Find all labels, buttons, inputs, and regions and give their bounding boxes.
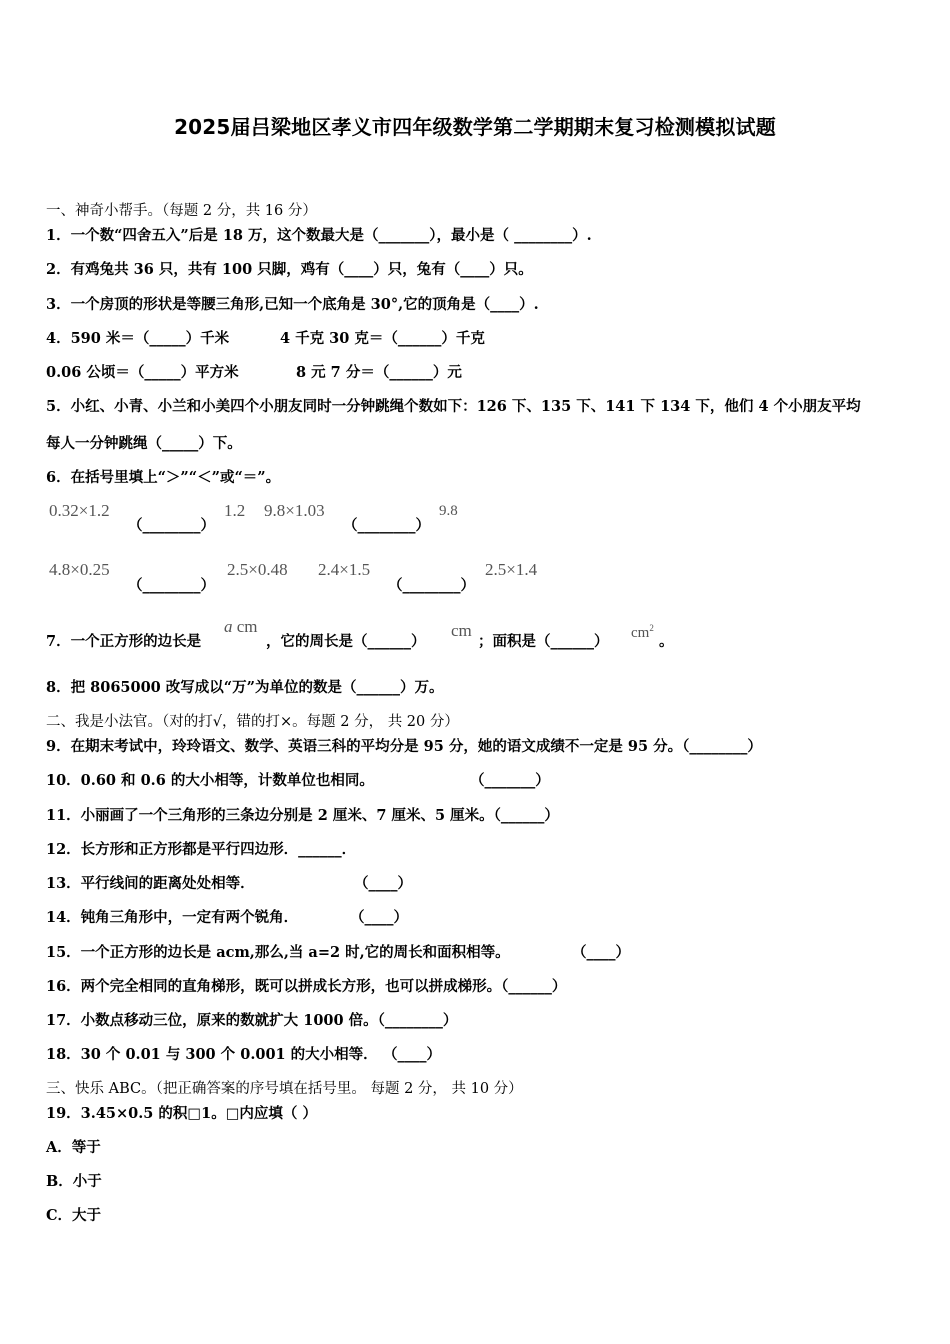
question-14-blank: （____） bbox=[350, 909, 408, 926]
area-unit-exponent: 2 bbox=[649, 623, 654, 633]
question-4-part-b: 4 千克 30 克＝（______）千克 bbox=[280, 330, 485, 347]
section-3-heading: 三、快乐 ABC。（把正确答案的序号填在括号里。 每题 2 分， 共 10 分） bbox=[46, 1081, 523, 1097]
question-13: 13．平行线间的距离处处相等． bbox=[46, 875, 255, 892]
question-18-blank: （____） bbox=[383, 1046, 441, 1063]
question-10-blank: （_______） bbox=[470, 772, 550, 789]
question-18: 18．30 个 0.01 与 300 个 0.001 的大小相等． bbox=[46, 1046, 378, 1063]
section-2-heading: 二、我是小法官。（对的打√，错的打×。每题 2 分， 共 20 分） bbox=[46, 714, 459, 730]
question-4-part-a: 4．590 米＝（_____）千米 bbox=[46, 330, 230, 347]
question-7-end: 。 bbox=[659, 633, 674, 650]
section-1-heading: 一、神奇小帮手。（每题 2 分，共 16 分） bbox=[46, 203, 317, 219]
side-unit: cm bbox=[236, 617, 258, 636]
q6-blank-4: （________） bbox=[388, 577, 475, 594]
q6-expression-2: 1.2 bbox=[224, 501, 246, 520]
question-8: 8．把 8065000 改写成以“万”为单位的数是（______）万。 bbox=[46, 679, 444, 696]
question-1: 1．一个数“四舍五入”后是 18 万，这个数最大是（_______），最小是（ ________）. bbox=[46, 227, 592, 244]
question-12: 12．长方形和正方形都是平行四边形．______． bbox=[46, 841, 357, 858]
question-5-line-1: 5．小红、小青、小兰和小美四个小朋友同时一分钟跳绳个数如下：126 下、135 下、141 下 134 下，他们 4 个小朋友平均 bbox=[46, 398, 861, 415]
question-15-blank: （____） bbox=[572, 944, 630, 961]
question-14: 14．钝角三角形中，一定有两个锐角． bbox=[46, 909, 299, 926]
q6-expression-6: 2.5×0.48 bbox=[227, 560, 288, 579]
q6-expression-5: 4.8×0.25 bbox=[49, 560, 110, 579]
question-4-part-c: 0.06 公顷＝（_____）平方米 bbox=[46, 364, 239, 381]
question-3: 3．一个房顶的形状是等腰三角形,已知一个底角是 30°,它的顶角是（____）. bbox=[46, 296, 539, 313]
question-9: 9．在期末考试中，玲玲语文、数学、英语三科的平均分是 95 分，她的语文成绩不一定是 95 分。（________） bbox=[46, 738, 762, 755]
question-2: 2．有鸡兔共 36 只，共有 100 只脚，鸡有（____）只，兔有（____）只。 bbox=[46, 261, 533, 278]
question-16: 16．两个完全相同的直角梯形，既可以拼成长方形，也可以拼成梯形。（______） bbox=[46, 978, 567, 995]
question-11: 11．小丽画了一个三角形的三条边分别是 2 厘米、7 厘米、5 厘米。（______） bbox=[46, 807, 559, 824]
question-4-part-d: 8 元 7 分＝（______）元 bbox=[296, 364, 462, 381]
question-5-line-2: 每人一分钟跳绳（_____）下。 bbox=[46, 435, 242, 452]
q6-blank-2: （________） bbox=[343, 517, 430, 534]
q6-expression-1: 0.32×1.2 bbox=[49, 501, 110, 520]
question-10: 10．0.60 和 0.6 的大小相等，计数单位也相同。 bbox=[46, 772, 374, 789]
option-a: A．等于 bbox=[46, 1139, 101, 1156]
question-7-perimeter: ，它的周长是（______） bbox=[266, 633, 426, 650]
question-7-side bbox=[224, 617, 258, 637]
question-13-blank: （____） bbox=[354, 875, 412, 892]
q6-expression-7: 2.4×1.5 bbox=[318, 560, 371, 579]
question-7-prefix: 7．一个正方形的边长是 bbox=[46, 633, 202, 650]
question-7-area-unit bbox=[631, 623, 654, 642]
question-7-perimeter-unit: cm bbox=[451, 621, 472, 640]
question-6: 6．在括号里填上“＞”“＜”或“＝”。 bbox=[46, 469, 281, 486]
question-19: 19．3.45×0.5 的积□1。□内应填（ ） bbox=[46, 1105, 317, 1122]
q6-expression-3: 9.8×1.03 bbox=[264, 501, 325, 520]
page-title: 2025届吕梁地区孝义市四年级数学第二学期期末复习检测模拟试题 bbox=[174, 115, 776, 139]
question-17: 17．小数点移动三位，原来的数就扩大 1000 倍。（________） bbox=[46, 1012, 458, 1029]
q6-blank-1: （________） bbox=[128, 517, 215, 534]
q6-blank-3: （________） bbox=[128, 577, 215, 594]
option-b: B．小于 bbox=[46, 1173, 102, 1190]
q6-expression-8: 2.5×1.4 bbox=[485, 560, 538, 579]
question-7-area: ；面积是（______） bbox=[478, 633, 609, 650]
area-unit-base: cm bbox=[631, 625, 650, 641]
option-c: C．大于 bbox=[46, 1207, 102, 1224]
side-variable: a bbox=[224, 617, 233, 636]
question-15: 15．一个正方形的边长是 acm,那么,当 a=2 时,它的周长和面积相等。 bbox=[46, 944, 510, 961]
q6-expression-4: 9.8 bbox=[439, 503, 458, 519]
